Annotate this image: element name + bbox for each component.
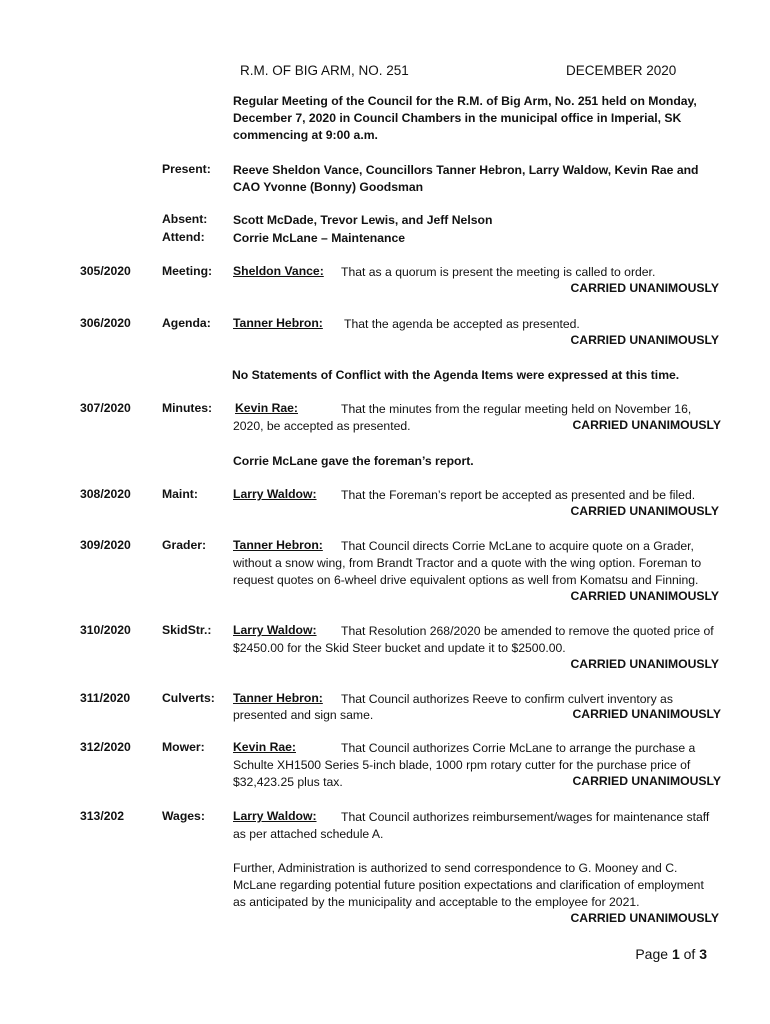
motion-text: presented and sign same. bbox=[233, 708, 374, 722]
motion-text: That the minutes from the regular meeting held on November 16, bbox=[341, 402, 692, 416]
motion-text: That Council directs Corrie McLane to acquire quote on a Grader, bbox=[341, 539, 694, 553]
motion-mover: Tanner Hebron: bbox=[233, 538, 323, 552]
carried-unanimously: CARRIED UNANIMOUSLY bbox=[572, 418, 721, 432]
page-number bbox=[635, 946, 707, 962]
document-header-org: R.M. OF BIG ARM, NO. 251 bbox=[240, 63, 409, 78]
carried-unanimously: CARRIED UNANIMOUSLY bbox=[570, 657, 719, 671]
motion-label: Maint: bbox=[162, 487, 198, 501]
motion-label: Wages: bbox=[162, 809, 205, 823]
attend-text: Corrie McLane – Maintenance bbox=[233, 231, 406, 245]
present-line-2: CAO Yvonne (Bonny) Goodsman bbox=[233, 180, 424, 194]
further-text: McLane regarding potential future position expectations and clarification of employment bbox=[233, 878, 704, 892]
motion-number: 305/2020 bbox=[80, 264, 131, 278]
motion-text: That as a quorum is present the meeting is called to order. bbox=[341, 265, 656, 279]
carried-unanimously: CARRIED UNANIMOUSLY bbox=[570, 504, 719, 518]
page-current: 1 bbox=[671, 946, 680, 962]
intro-line-1: Regular Meeting of the Council for the R.M. of Big Arm, No. 251 held on Monday, bbox=[233, 94, 697, 108]
motion-text: That Council authorizes Reeve to confirm culvert inventory as bbox=[341, 692, 673, 706]
motion-text: That the agenda be accepted as presented. bbox=[344, 317, 580, 331]
motion-number: 313/202 bbox=[80, 809, 125, 823]
motion-number: 312/2020 bbox=[80, 740, 131, 754]
motion-label: Culverts: bbox=[162, 691, 215, 705]
motion-label: Minutes: bbox=[162, 401, 213, 415]
further-text: as anticipated by the municipality and acceptable to the employee for 2021. bbox=[233, 895, 640, 909]
motion-label: Meeting: bbox=[162, 264, 213, 278]
document-header-date: DECEMBER 2020 bbox=[566, 63, 677, 78]
motion-mover: Kevin Rae: bbox=[235, 401, 298, 415]
page-total: 3 bbox=[699, 946, 707, 962]
motion-number: 309/2020 bbox=[80, 538, 131, 552]
motion-mover: Larry Waldow: bbox=[233, 623, 317, 637]
motion-number: 311/2020 bbox=[80, 691, 131, 705]
intro-line-2: December 7, 2020 in Council Chambers in the municipal office in Imperial, SK bbox=[233, 111, 682, 125]
motion-text: Schulte XH1500 Series 5-inch blade, 1000 rpm rotary cutter for the purchase price of bbox=[233, 758, 691, 772]
motion-text: $2450.00 for the Skid Steer bucket and update it to $2500.00. bbox=[233, 641, 566, 655]
conflict-statement: No Statements of Conflict with the Agenda Items were expressed at this time. bbox=[232, 368, 680, 382]
motion-text: That the Foreman’s report be accepted as presented and be filed. bbox=[341, 488, 696, 502]
further-text: Further, Administration is authorized to send correspondence to G. Mooney and C. bbox=[233, 861, 678, 875]
carried-unanimously: CARRIED UNANIMOUSLY bbox=[570, 333, 719, 347]
motion-text: 2020, be accepted as presented. bbox=[233, 419, 411, 433]
motion-mover: Larry Waldow: bbox=[233, 487, 317, 501]
carried-unanimously: CARRIED UNANIMOUSLY bbox=[570, 911, 719, 925]
carried-unanimously: CARRIED UNANIMOUSLY bbox=[570, 281, 719, 295]
intro-line-3: commencing at 9:00 a.m. bbox=[233, 128, 378, 142]
motion-text: That Resolution 268/2020 be amended to remove the quoted price of bbox=[341, 624, 714, 638]
attend-label: Attend: bbox=[162, 230, 205, 244]
motion-text: request quotes on 6-wheel drive equivalent options as well from Komatsu and Finning. bbox=[233, 573, 699, 587]
motion-text: That Council authorizes reimbursement/wages for maintenance staff bbox=[341, 810, 710, 824]
motion-number: 306/2020 bbox=[80, 316, 131, 330]
carried-unanimously: CARRIED UNANIMOUSLY bbox=[572, 774, 721, 788]
carried-unanimously: CARRIED UNANIMOUSLY bbox=[570, 589, 719, 603]
motion-number: 308/2020 bbox=[80, 487, 131, 501]
motion-text: That Council authorizes Corrie McLane to arrange the purchase a bbox=[341, 741, 696, 755]
carried-unanimously: CARRIED UNANIMOUSLY bbox=[572, 707, 721, 721]
motion-mover: Larry Waldow: bbox=[233, 809, 317, 823]
motion-mover: Tanner Hebron: bbox=[233, 691, 323, 705]
motion-label: Mower: bbox=[162, 740, 205, 754]
motion-text: as per attached schedule A. bbox=[233, 827, 384, 841]
motion-label: SkidStr.: bbox=[162, 623, 212, 637]
absent-text: Scott McDade, Trevor Lewis, and Jeff Nelson bbox=[233, 213, 493, 227]
motion-text: without a snow wing, from Brandt Tractor and a quote with the wing option. Foreman to bbox=[233, 556, 702, 570]
motion-number: 307/2020 bbox=[80, 401, 131, 415]
absent-label: Absent: bbox=[162, 212, 208, 226]
present-line-1: Reeve Sheldon Vance, Councillors Tanner Hebron, Larry Waldow, Kevin Rae and bbox=[233, 163, 699, 177]
page-of: of bbox=[683, 946, 696, 962]
foreman-report-statement: Corrie McLane gave the foreman’s report. bbox=[233, 454, 474, 468]
motion-mover: Sheldon Vance: bbox=[233, 264, 324, 278]
motion-mover: Kevin Rae: bbox=[233, 740, 296, 754]
motion-mover: Tanner Hebron: bbox=[233, 316, 323, 330]
motion-text: $32,423.25 plus tax. bbox=[233, 775, 343, 789]
motion-number: 310/2020 bbox=[80, 623, 131, 637]
motion-label: Grader: bbox=[162, 538, 207, 552]
page-word: Page bbox=[635, 946, 669, 962]
present-label: Present: bbox=[162, 162, 211, 176]
motion-label: Agenda: bbox=[162, 316, 211, 330]
